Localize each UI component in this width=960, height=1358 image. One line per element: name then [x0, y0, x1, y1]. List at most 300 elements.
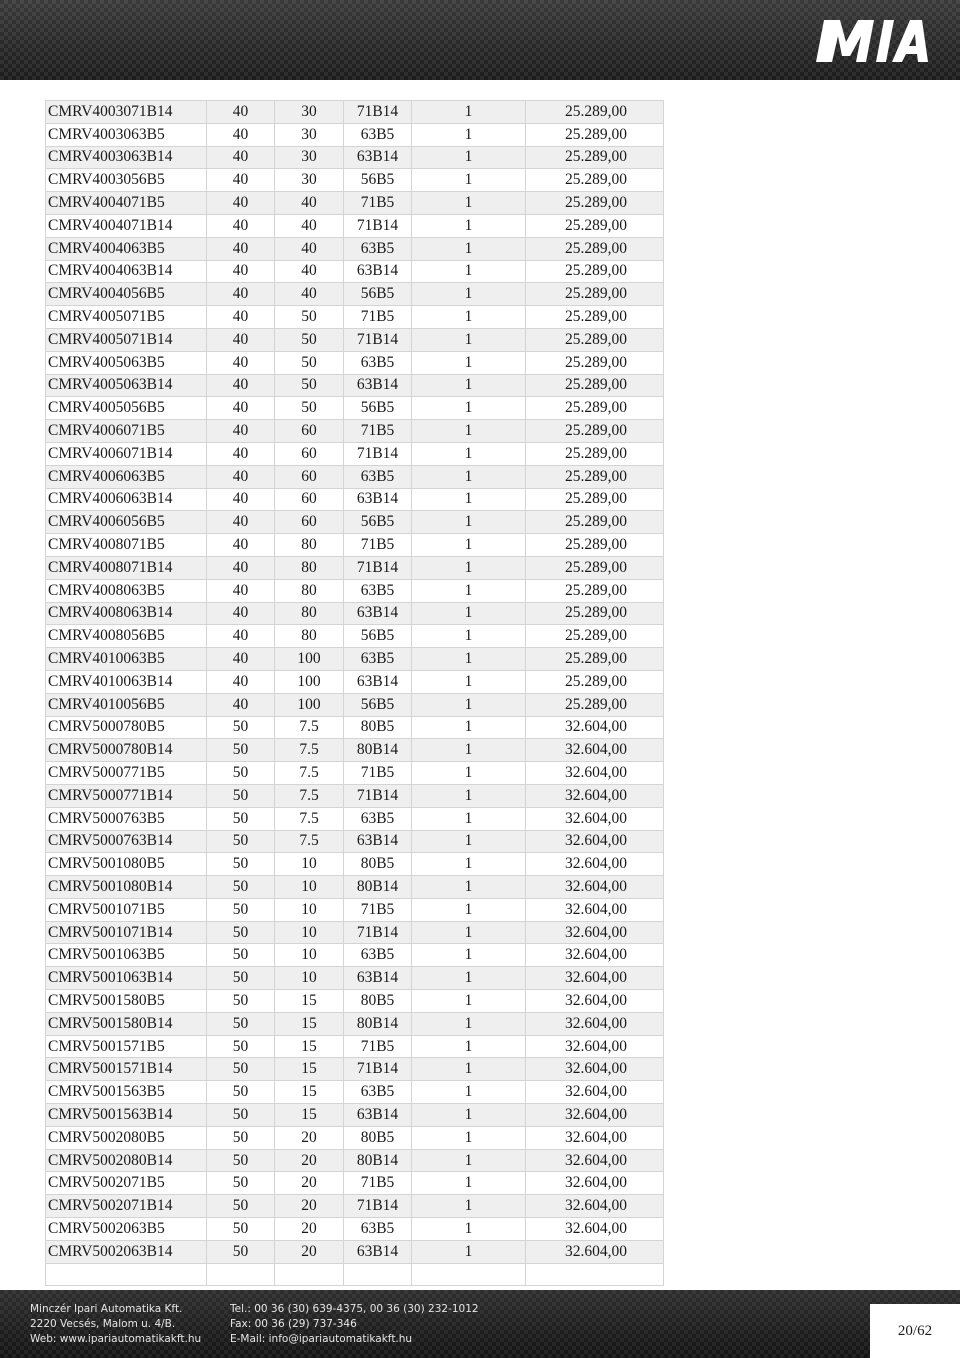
- ratio-cell: 60: [275, 488, 344, 511]
- price-cell: 25.289,00: [526, 192, 664, 215]
- product-code-cell: CMRV4003063B5: [46, 123, 207, 146]
- quantity-cell: 1: [412, 990, 526, 1013]
- ratio-cell: 15: [275, 990, 344, 1013]
- ratio-cell: 10: [275, 853, 344, 876]
- product-code-cell: CMRV5000763B5: [46, 807, 207, 830]
- empty-cell: [526, 1263, 664, 1285]
- flange-cell: 63B5: [344, 465, 412, 488]
- quantity-cell: 1: [412, 237, 526, 260]
- flange-cell: 63B5: [344, 351, 412, 374]
- ratio-cell: 40: [275, 260, 344, 283]
- ratio-cell: 20: [275, 1172, 344, 1195]
- flange-cell: 56B5: [344, 283, 412, 306]
- table-row: [46, 898, 664, 921]
- price-cell: 32.604,00: [526, 1081, 664, 1104]
- ratio-cell: 80: [275, 625, 344, 648]
- flange-cell: 80B14: [344, 1012, 412, 1035]
- price-cell: 25.289,00: [526, 374, 664, 397]
- size-cell: 40: [207, 101, 275, 124]
- size-cell: 40: [207, 374, 275, 397]
- table-row: [46, 1081, 664, 1104]
- price-cell: 25.289,00: [526, 101, 664, 124]
- product-code-cell: CMRV4006071B5: [46, 420, 207, 443]
- size-cell: 50: [207, 944, 275, 967]
- quantity-cell: 1: [412, 169, 526, 192]
- table-row: [46, 1104, 664, 1127]
- table-row: [46, 830, 664, 853]
- ratio-cell: 50: [275, 351, 344, 374]
- quantity-cell: 1: [412, 283, 526, 306]
- quantity-cell: 1: [412, 1035, 526, 1058]
- table-row: [46, 670, 664, 693]
- footer-phone: Tel.: 00 36 (30) 639-4375, 00 36 (30) 232-1012: [230, 1303, 479, 1315]
- flange-cell: 71B14: [344, 214, 412, 237]
- ratio-cell: 40: [275, 192, 344, 215]
- price-cell: 25.289,00: [526, 169, 664, 192]
- product-code-cell: CMRV5001080B5: [46, 853, 207, 876]
- empty-cell: [46, 1263, 207, 1285]
- product-code-cell: CMRV4003063B14: [46, 146, 207, 169]
- product-code-cell: CMRV4008063B5: [46, 579, 207, 602]
- size-cell: 50: [207, 921, 275, 944]
- price-cell: 32.604,00: [526, 921, 664, 944]
- empty-cell: [275, 1263, 344, 1285]
- quantity-cell: 1: [412, 1081, 526, 1104]
- quantity-cell: 1: [412, 693, 526, 716]
- ratio-cell: 20: [275, 1149, 344, 1172]
- table-row: [46, 990, 664, 1013]
- footer-contact-info: [230, 1302, 479, 1347]
- product-code-cell: CMRV5000780B14: [46, 739, 207, 762]
- product-code-cell: CMRV5001063B14: [46, 967, 207, 990]
- table-row: [46, 169, 664, 192]
- size-cell: 40: [207, 556, 275, 579]
- ratio-cell: 50: [275, 328, 344, 351]
- price-cell: 25.289,00: [526, 123, 664, 146]
- product-code-cell: CMRV4008056B5: [46, 625, 207, 648]
- table-row: [46, 488, 664, 511]
- page-footer: [0, 1290, 960, 1358]
- price-cell: 25.289,00: [526, 670, 664, 693]
- price-cell: 32.604,00: [526, 1058, 664, 1081]
- flange-cell: 63B14: [344, 374, 412, 397]
- table-row: [46, 693, 664, 716]
- product-code-cell: CMRV4006071B14: [46, 442, 207, 465]
- quantity-cell: 1: [412, 351, 526, 374]
- ratio-cell: 40: [275, 237, 344, 260]
- price-cell: 32.604,00: [526, 1195, 664, 1218]
- ratio-cell: 30: [275, 146, 344, 169]
- ratio-cell: 100: [275, 693, 344, 716]
- price-cell: 25.289,00: [526, 442, 664, 465]
- product-code-cell: CMRV5001571B14: [46, 1058, 207, 1081]
- size-cell: 50: [207, 1104, 275, 1127]
- table-row: [46, 921, 664, 944]
- product-code-cell: CMRV4005063B5: [46, 351, 207, 374]
- product-code-cell: CMRV4004071B5: [46, 192, 207, 215]
- product-code-cell: CMRV5002080B5: [46, 1126, 207, 1149]
- table-row: [46, 260, 664, 283]
- flange-cell: 63B14: [344, 967, 412, 990]
- quantity-cell: 1: [412, 807, 526, 830]
- flange-cell: 63B5: [344, 1218, 412, 1241]
- size-cell: 40: [207, 670, 275, 693]
- table-row: [46, 420, 664, 443]
- table-row: [46, 556, 664, 579]
- quantity-cell: 1: [412, 123, 526, 146]
- table-row: [46, 853, 664, 876]
- size-cell: 50: [207, 739, 275, 762]
- flange-cell: 80B5: [344, 990, 412, 1013]
- flange-cell: 71B5: [344, 192, 412, 215]
- size-cell: 40: [207, 442, 275, 465]
- table-row: [46, 762, 664, 785]
- footer-company-info: [30, 1302, 201, 1347]
- flange-cell: 63B14: [344, 1240, 412, 1263]
- ratio-cell: 50: [275, 397, 344, 420]
- size-cell: 50: [207, 830, 275, 853]
- flange-cell: 71B14: [344, 556, 412, 579]
- product-code-cell: CMRV5002063B5: [46, 1218, 207, 1241]
- product-code-cell: CMRV4006063B5: [46, 465, 207, 488]
- size-cell: 40: [207, 602, 275, 625]
- quantity-cell: 1: [412, 192, 526, 215]
- quantity-cell: 1: [412, 853, 526, 876]
- flange-cell: 63B5: [344, 1081, 412, 1104]
- size-cell: 40: [207, 192, 275, 215]
- table-row: [46, 648, 664, 671]
- size-cell: 50: [207, 1218, 275, 1241]
- quantity-cell: 1: [412, 1126, 526, 1149]
- size-cell: 40: [207, 420, 275, 443]
- product-code-cell: CMRV4003056B5: [46, 169, 207, 192]
- quantity-cell: 1: [412, 944, 526, 967]
- quantity-cell: 1: [412, 374, 526, 397]
- ratio-cell: 40: [275, 214, 344, 237]
- quantity-cell: 1: [412, 488, 526, 511]
- ratio-cell: 15: [275, 1104, 344, 1127]
- table-row: [46, 1172, 664, 1195]
- table-row: [46, 967, 664, 990]
- product-code-cell: CMRV5000780B5: [46, 716, 207, 739]
- quantity-cell: 1: [412, 579, 526, 602]
- quantity-cell: 1: [412, 420, 526, 443]
- ratio-cell: 10: [275, 921, 344, 944]
- price-cell: 32.604,00: [526, 1035, 664, 1058]
- table-row: [46, 123, 664, 146]
- flange-cell: 71B14: [344, 1195, 412, 1218]
- product-code-cell: CMRV5001563B5: [46, 1081, 207, 1104]
- page-header: [0, 0, 960, 80]
- size-cell: 40: [207, 328, 275, 351]
- size-cell: 40: [207, 465, 275, 488]
- size-cell: 40: [207, 351, 275, 374]
- footer-website: Web: www.ipariautomatikakft.hu: [30, 1333, 202, 1345]
- quantity-cell: 1: [412, 1195, 526, 1218]
- flange-cell: 71B14: [344, 784, 412, 807]
- table-row: [46, 807, 664, 830]
- size-cell: 50: [207, 1240, 275, 1263]
- product-code-cell: CMRV4004063B14: [46, 260, 207, 283]
- price-cell: 25.289,00: [526, 214, 664, 237]
- quantity-cell: 1: [412, 670, 526, 693]
- flange-cell: 56B5: [344, 693, 412, 716]
- size-cell: 40: [207, 260, 275, 283]
- quantity-cell: 1: [412, 921, 526, 944]
- price-cell: 25.289,00: [526, 534, 664, 557]
- price-cell: 25.289,00: [526, 283, 664, 306]
- product-code-cell: CMRV5000771B5: [46, 762, 207, 785]
- flange-cell: 71B5: [344, 534, 412, 557]
- flange-cell: 63B14: [344, 146, 412, 169]
- table-row: [46, 1195, 664, 1218]
- product-code-cell: CMRV4008071B14: [46, 556, 207, 579]
- size-cell: 40: [207, 511, 275, 534]
- quantity-cell: 1: [412, 101, 526, 124]
- table-row: [46, 397, 664, 420]
- table-row: [46, 1126, 664, 1149]
- price-cell: 25.289,00: [526, 511, 664, 534]
- page-number: 20/62: [870, 1304, 960, 1358]
- size-cell: 50: [207, 853, 275, 876]
- quantity-cell: 1: [412, 1149, 526, 1172]
- flange-cell: 71B5: [344, 898, 412, 921]
- ratio-cell: 80: [275, 602, 344, 625]
- product-code-cell: CMRV4005071B5: [46, 306, 207, 329]
- ratio-cell: 7.5: [275, 807, 344, 830]
- size-cell: 40: [207, 146, 275, 169]
- flange-cell: 80B14: [344, 1149, 412, 1172]
- flange-cell: 63B5: [344, 237, 412, 260]
- product-code-cell: CMRV5002080B14: [46, 1149, 207, 1172]
- size-cell: 40: [207, 693, 275, 716]
- product-code-cell: CMRV5001571B5: [46, 1035, 207, 1058]
- price-cell: 25.289,00: [526, 397, 664, 420]
- price-cell: 32.604,00: [526, 1240, 664, 1263]
- quantity-cell: 1: [412, 625, 526, 648]
- price-cell: 32.604,00: [526, 1149, 664, 1172]
- product-code-cell: CMRV4004071B14: [46, 214, 207, 237]
- product-code-cell: CMRV5002063B14: [46, 1240, 207, 1263]
- flange-cell: 80B14: [344, 739, 412, 762]
- quantity-cell: 1: [412, 1104, 526, 1127]
- product-code-cell: CMRV4005063B14: [46, 374, 207, 397]
- ratio-cell: 7.5: [275, 762, 344, 785]
- table-row: [46, 534, 664, 557]
- product-code-cell: CMRV5001080B14: [46, 876, 207, 899]
- table-row: [46, 579, 664, 602]
- flange-cell: 63B14: [344, 830, 412, 853]
- price-cell: 25.289,00: [526, 693, 664, 716]
- quantity-cell: 1: [412, 1058, 526, 1081]
- quantity-cell: 1: [412, 1240, 526, 1263]
- product-code-cell: CMRV4010063B5: [46, 648, 207, 671]
- table-row: [46, 351, 664, 374]
- table-row: [46, 1218, 664, 1241]
- price-cell: 32.604,00: [526, 739, 664, 762]
- empty-cell: [207, 1263, 275, 1285]
- empty-cell: [344, 1263, 412, 1285]
- table-row: [46, 511, 664, 534]
- ratio-cell: 100: [275, 648, 344, 671]
- price-cell: 32.604,00: [526, 830, 664, 853]
- flange-cell: 56B5: [344, 169, 412, 192]
- quantity-cell: 1: [412, 556, 526, 579]
- table-row: [46, 214, 664, 237]
- flange-cell: 80B5: [344, 853, 412, 876]
- table-row: [46, 374, 664, 397]
- ratio-cell: 20: [275, 1126, 344, 1149]
- price-cell: 32.604,00: [526, 1126, 664, 1149]
- size-cell: 40: [207, 237, 275, 260]
- footer-fax: Fax: 00 36 (29) 737-346: [230, 1318, 357, 1330]
- size-cell: 50: [207, 967, 275, 990]
- flange-cell: 56B5: [344, 397, 412, 420]
- quantity-cell: 1: [412, 1172, 526, 1195]
- table-row: [46, 784, 664, 807]
- size-cell: 50: [207, 1035, 275, 1058]
- price-cell: 32.604,00: [526, 944, 664, 967]
- ratio-cell: 30: [275, 101, 344, 124]
- table-row: [46, 944, 664, 967]
- price-cell: 32.604,00: [526, 853, 664, 876]
- price-cell: 32.604,00: [526, 1012, 664, 1035]
- flange-cell: 71B14: [344, 101, 412, 124]
- ratio-cell: 10: [275, 898, 344, 921]
- flange-cell: 63B14: [344, 1104, 412, 1127]
- size-cell: 50: [207, 784, 275, 807]
- flange-cell: 71B5: [344, 1035, 412, 1058]
- flange-cell: 63B5: [344, 123, 412, 146]
- quantity-cell: 1: [412, 830, 526, 853]
- flange-cell: 63B14: [344, 670, 412, 693]
- price-cell: 25.289,00: [526, 351, 664, 374]
- price-cell: 32.604,00: [526, 898, 664, 921]
- quantity-cell: 1: [412, 214, 526, 237]
- product-code-cell: CMRV4006063B14: [46, 488, 207, 511]
- size-cell: 50: [207, 1149, 275, 1172]
- table-row: [46, 625, 664, 648]
- footer-address: 2220 Vecsés, Malom u. 4/B.: [30, 1318, 176, 1330]
- flange-cell: 80B14: [344, 876, 412, 899]
- price-cell: 32.604,00: [526, 1104, 664, 1127]
- table-row: [46, 876, 664, 899]
- ratio-cell: 80: [275, 534, 344, 557]
- product-code-cell: CMRV5000771B14: [46, 784, 207, 807]
- size-cell: 40: [207, 169, 275, 192]
- quantity-cell: 1: [412, 1218, 526, 1241]
- price-cell: 25.289,00: [526, 306, 664, 329]
- flange-cell: 80B5: [344, 1126, 412, 1149]
- ratio-cell: 40: [275, 283, 344, 306]
- footer-company-name: Minczér Ipari Automatika Kft.: [30, 1303, 183, 1315]
- product-code-cell: CMRV4008063B14: [46, 602, 207, 625]
- price-cell: 25.289,00: [526, 556, 664, 579]
- price-cell: 32.604,00: [526, 784, 664, 807]
- price-cell: 25.289,00: [526, 602, 664, 625]
- table-row: [46, 283, 664, 306]
- table-row: [46, 237, 664, 260]
- size-cell: 40: [207, 488, 275, 511]
- ratio-cell: 15: [275, 1058, 344, 1081]
- product-code-cell: CMRV5002071B5: [46, 1172, 207, 1195]
- quantity-cell: 1: [412, 260, 526, 283]
- price-cell: 32.604,00: [526, 967, 664, 990]
- flange-cell: 56B5: [344, 511, 412, 534]
- ratio-cell: 10: [275, 876, 344, 899]
- price-cell: 25.289,00: [526, 465, 664, 488]
- price-table-wrapper: [45, 100, 663, 1280]
- quantity-cell: 1: [412, 602, 526, 625]
- flange-cell: 71B5: [344, 1172, 412, 1195]
- quantity-cell: 1: [412, 716, 526, 739]
- flange-cell: 56B5: [344, 625, 412, 648]
- quantity-cell: 1: [412, 648, 526, 671]
- table-row: [46, 192, 664, 215]
- size-cell: 50: [207, 1126, 275, 1149]
- product-code-cell: CMRV5001563B14: [46, 1104, 207, 1127]
- ratio-cell: 80: [275, 579, 344, 602]
- flange-cell: 63B5: [344, 579, 412, 602]
- flange-cell: 71B5: [344, 306, 412, 329]
- size-cell: 50: [207, 762, 275, 785]
- size-cell: 40: [207, 648, 275, 671]
- price-cell: 25.289,00: [526, 237, 664, 260]
- size-cell: 50: [207, 807, 275, 830]
- size-cell: 40: [207, 214, 275, 237]
- product-code-cell: CMRV4005071B14: [46, 328, 207, 351]
- product-code-cell: CMRV4008071B5: [46, 534, 207, 557]
- table-row: [46, 1035, 664, 1058]
- ratio-cell: 50: [275, 306, 344, 329]
- size-cell: 50: [207, 1195, 275, 1218]
- product-code-cell: CMRV5000763B14: [46, 830, 207, 853]
- size-cell: 50: [207, 1172, 275, 1195]
- table-row: [46, 328, 664, 351]
- size-cell: 50: [207, 990, 275, 1013]
- product-code-cell: CMRV4010063B14: [46, 670, 207, 693]
- table-row: [46, 146, 664, 169]
- ratio-cell: 60: [275, 420, 344, 443]
- ratio-cell: 15: [275, 1035, 344, 1058]
- size-cell: 50: [207, 1058, 275, 1081]
- price-table: [45, 100, 664, 1286]
- price-cell: 32.604,00: [526, 1218, 664, 1241]
- ratio-cell: 30: [275, 169, 344, 192]
- quantity-cell: 1: [412, 465, 526, 488]
- product-code-cell: CMRV4003071B14: [46, 101, 207, 124]
- size-cell: 40: [207, 534, 275, 557]
- quantity-cell: 1: [412, 511, 526, 534]
- price-cell: 25.289,00: [526, 648, 664, 671]
- table-row: [46, 1058, 664, 1081]
- quantity-cell: 1: [412, 442, 526, 465]
- price-cell: 32.604,00: [526, 990, 664, 1013]
- price-cell: 32.604,00: [526, 1172, 664, 1195]
- ratio-cell: 15: [275, 1012, 344, 1035]
- quantity-cell: 1: [412, 762, 526, 785]
- ratio-cell: 100: [275, 670, 344, 693]
- quantity-cell: 1: [412, 876, 526, 899]
- ratio-cell: 20: [275, 1218, 344, 1241]
- ratio-cell: 10: [275, 967, 344, 990]
- size-cell: 50: [207, 898, 275, 921]
- product-code-cell: CMRV4010056B5: [46, 693, 207, 716]
- price-cell: 32.604,00: [526, 876, 664, 899]
- flange-cell: 63B5: [344, 944, 412, 967]
- quantity-cell: 1: [412, 739, 526, 762]
- ratio-cell: 60: [275, 511, 344, 534]
